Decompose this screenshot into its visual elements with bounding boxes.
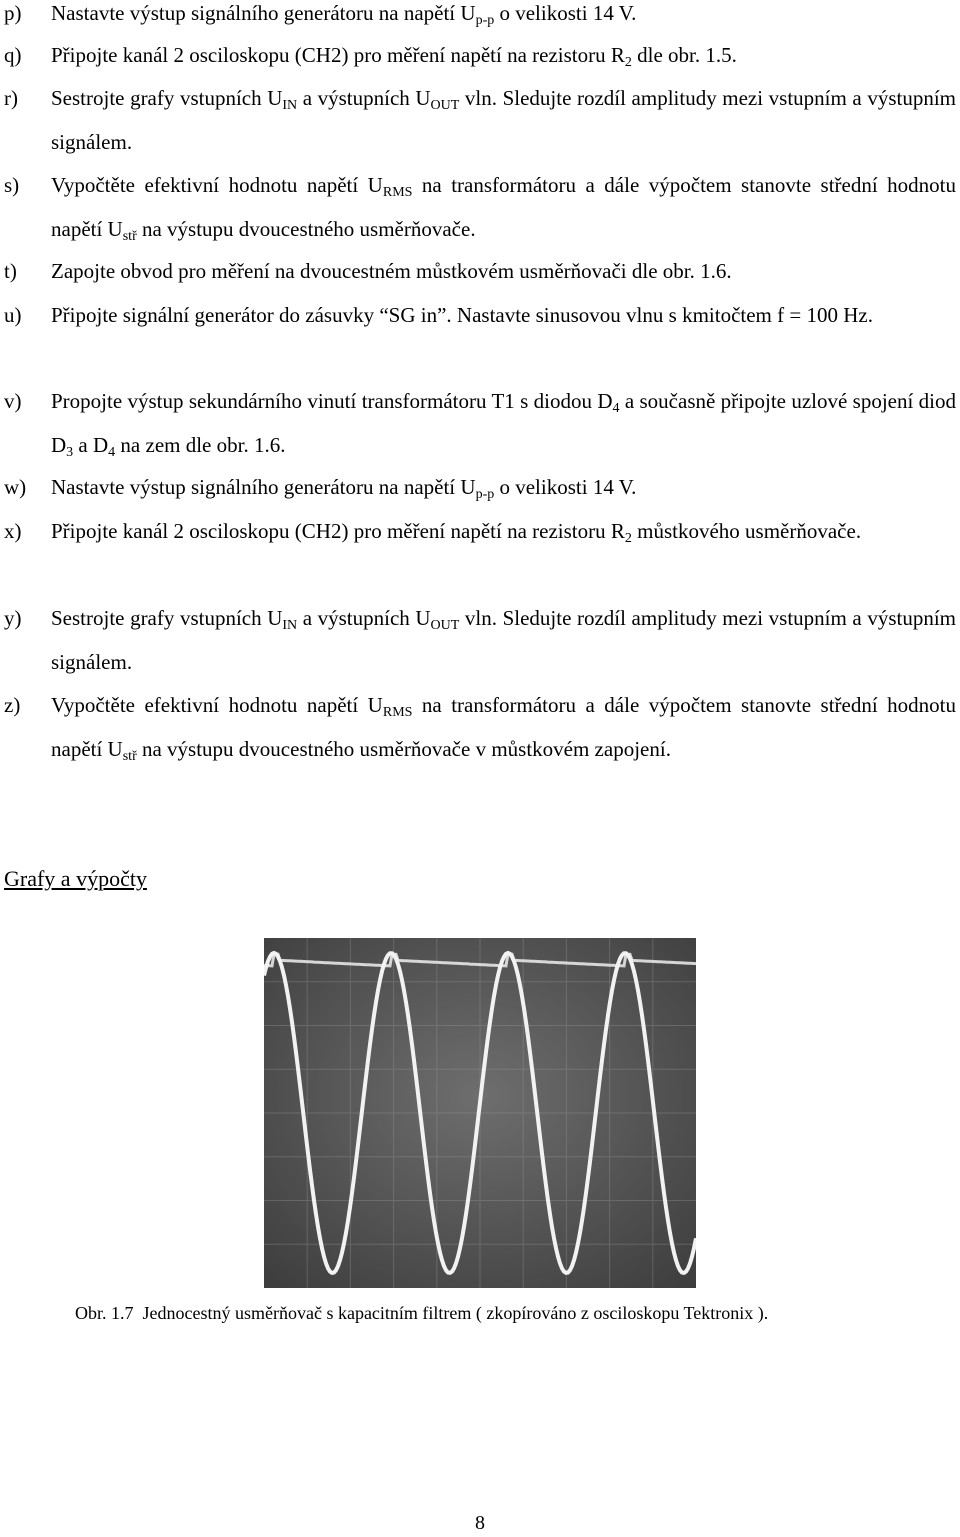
list-item-p [4,0,956,36]
item-label: x) [4,519,22,543]
item-label: v) [4,389,22,413]
list-item-w [4,466,956,510]
item-label: t) [4,259,17,283]
item-text: Sestrojte grafy vstupních $U_{IN}$ a výstupních $U_{OUT}$ vln. Sledujte rozdíl amplitudy mezi vstupním a výstupním signálem. [51,606,956,674]
item-label: u) [4,303,22,327]
subscript: p-p [475,487,495,502]
oscilloscope-screenshot [264,938,696,1288]
item-text: Sestrojte grafy vstupních $U_{IN}$ a výstupních $U_{OUT}$ vln. Sledujte rozdíl amplitudy mezi vstupním a výstupním signálem. [51,86,956,154]
item-text: Nastavte výstup signálního generátoru na napětí $U_{p-p}$ o velikosti 14 V. [51,475,637,502]
list-item-y [4,597,956,684]
list-item-z [4,684,956,771]
item-label: y) [4,606,22,630]
item-label: p) [4,1,22,25]
subscript: RMS [382,185,413,200]
item-text: Připojte kanál 2 osciloskopu (CH2) pro měření napětí na rezistoru $R_2$ dle obr. 1.5. [51,43,737,70]
subscript: stř [122,228,137,244]
subscript: OUT [430,618,460,633]
item-label: q) [4,43,22,67]
subscript: 4 [108,444,116,460]
item-text: Připojte signální generátor do zásuvky “SG in”. Nastavte sinusovou vlnu s kmitočtem f = 100 Hz. [51,303,873,327]
item-label: w) [4,475,27,499]
item-text: Propojte výstup sekundárního vinutí transformátoru T1 s diodou $D_4$ a současně připojte uzlové spojení diod $D_3$ a $D_4$ na zem dle obr. 1.6. [51,389,956,460]
item-text: Vypočtěte efektivní hodnotu napětí $U_{RMS}$ na transformátoru a dále výpočtem stanovte střední hodnotu napětí $U_{stř}$ na výstupu dvoucestného usměrňovače v můstkovém zapojení. [51,693,956,764]
list-item-t [4,250,956,294]
section-heading: Grafy a výpočty [4,866,147,891]
figure-caption: Obr. 1.7 Jednocestný usměrňovač s kapacitním filtrem ( zkopírováno z osciloskopu Tektronix ). [75,1303,769,1323]
subscript: p-p [475,13,495,28]
list-item-q [4,34,956,78]
list-item-u [4,294,956,338]
page-number: 8 [475,1512,485,1534]
item-label: s) [4,173,20,197]
list-item-r [4,77,956,164]
item-text: Připojte kanál 2 osciloskopu (CH2) pro měření napětí na rezistoru $R_2$ můstkového usměrňovače. [51,519,862,546]
item-label: r) [4,86,18,110]
subscript: 3 [66,444,74,460]
subscript: RMS [382,705,413,720]
subscript: 2 [624,55,632,70]
list-item-s [4,164,956,251]
item-text: Vypočtěte efektivní hodnotu napětí $U_{RMS}$ na transformátoru a dále výpočtem stanovte střední hodnotu napětí $U_{stř}$ na výstupu dvoucestného usměrňovače. [51,173,956,244]
item-label: z) [4,693,21,717]
item-text: Nastavte výstup signálního generátoru na napětí $U_{p-p}$ o velikosti 14 V. [51,1,637,28]
subscript: IN [282,98,298,113]
subscript: OUT [430,98,460,113]
list-item-x [4,510,956,554]
list-item-v [4,380,956,467]
subscript: stř [122,748,137,764]
subscript: 2 [624,531,632,546]
item-text: Zapojte obvod pro měření na dvoucestném můstkovém usměrňovači dle obr. 1.6. [51,259,732,283]
subscript: IN [282,618,298,633]
subscript: 4 [612,401,620,416]
